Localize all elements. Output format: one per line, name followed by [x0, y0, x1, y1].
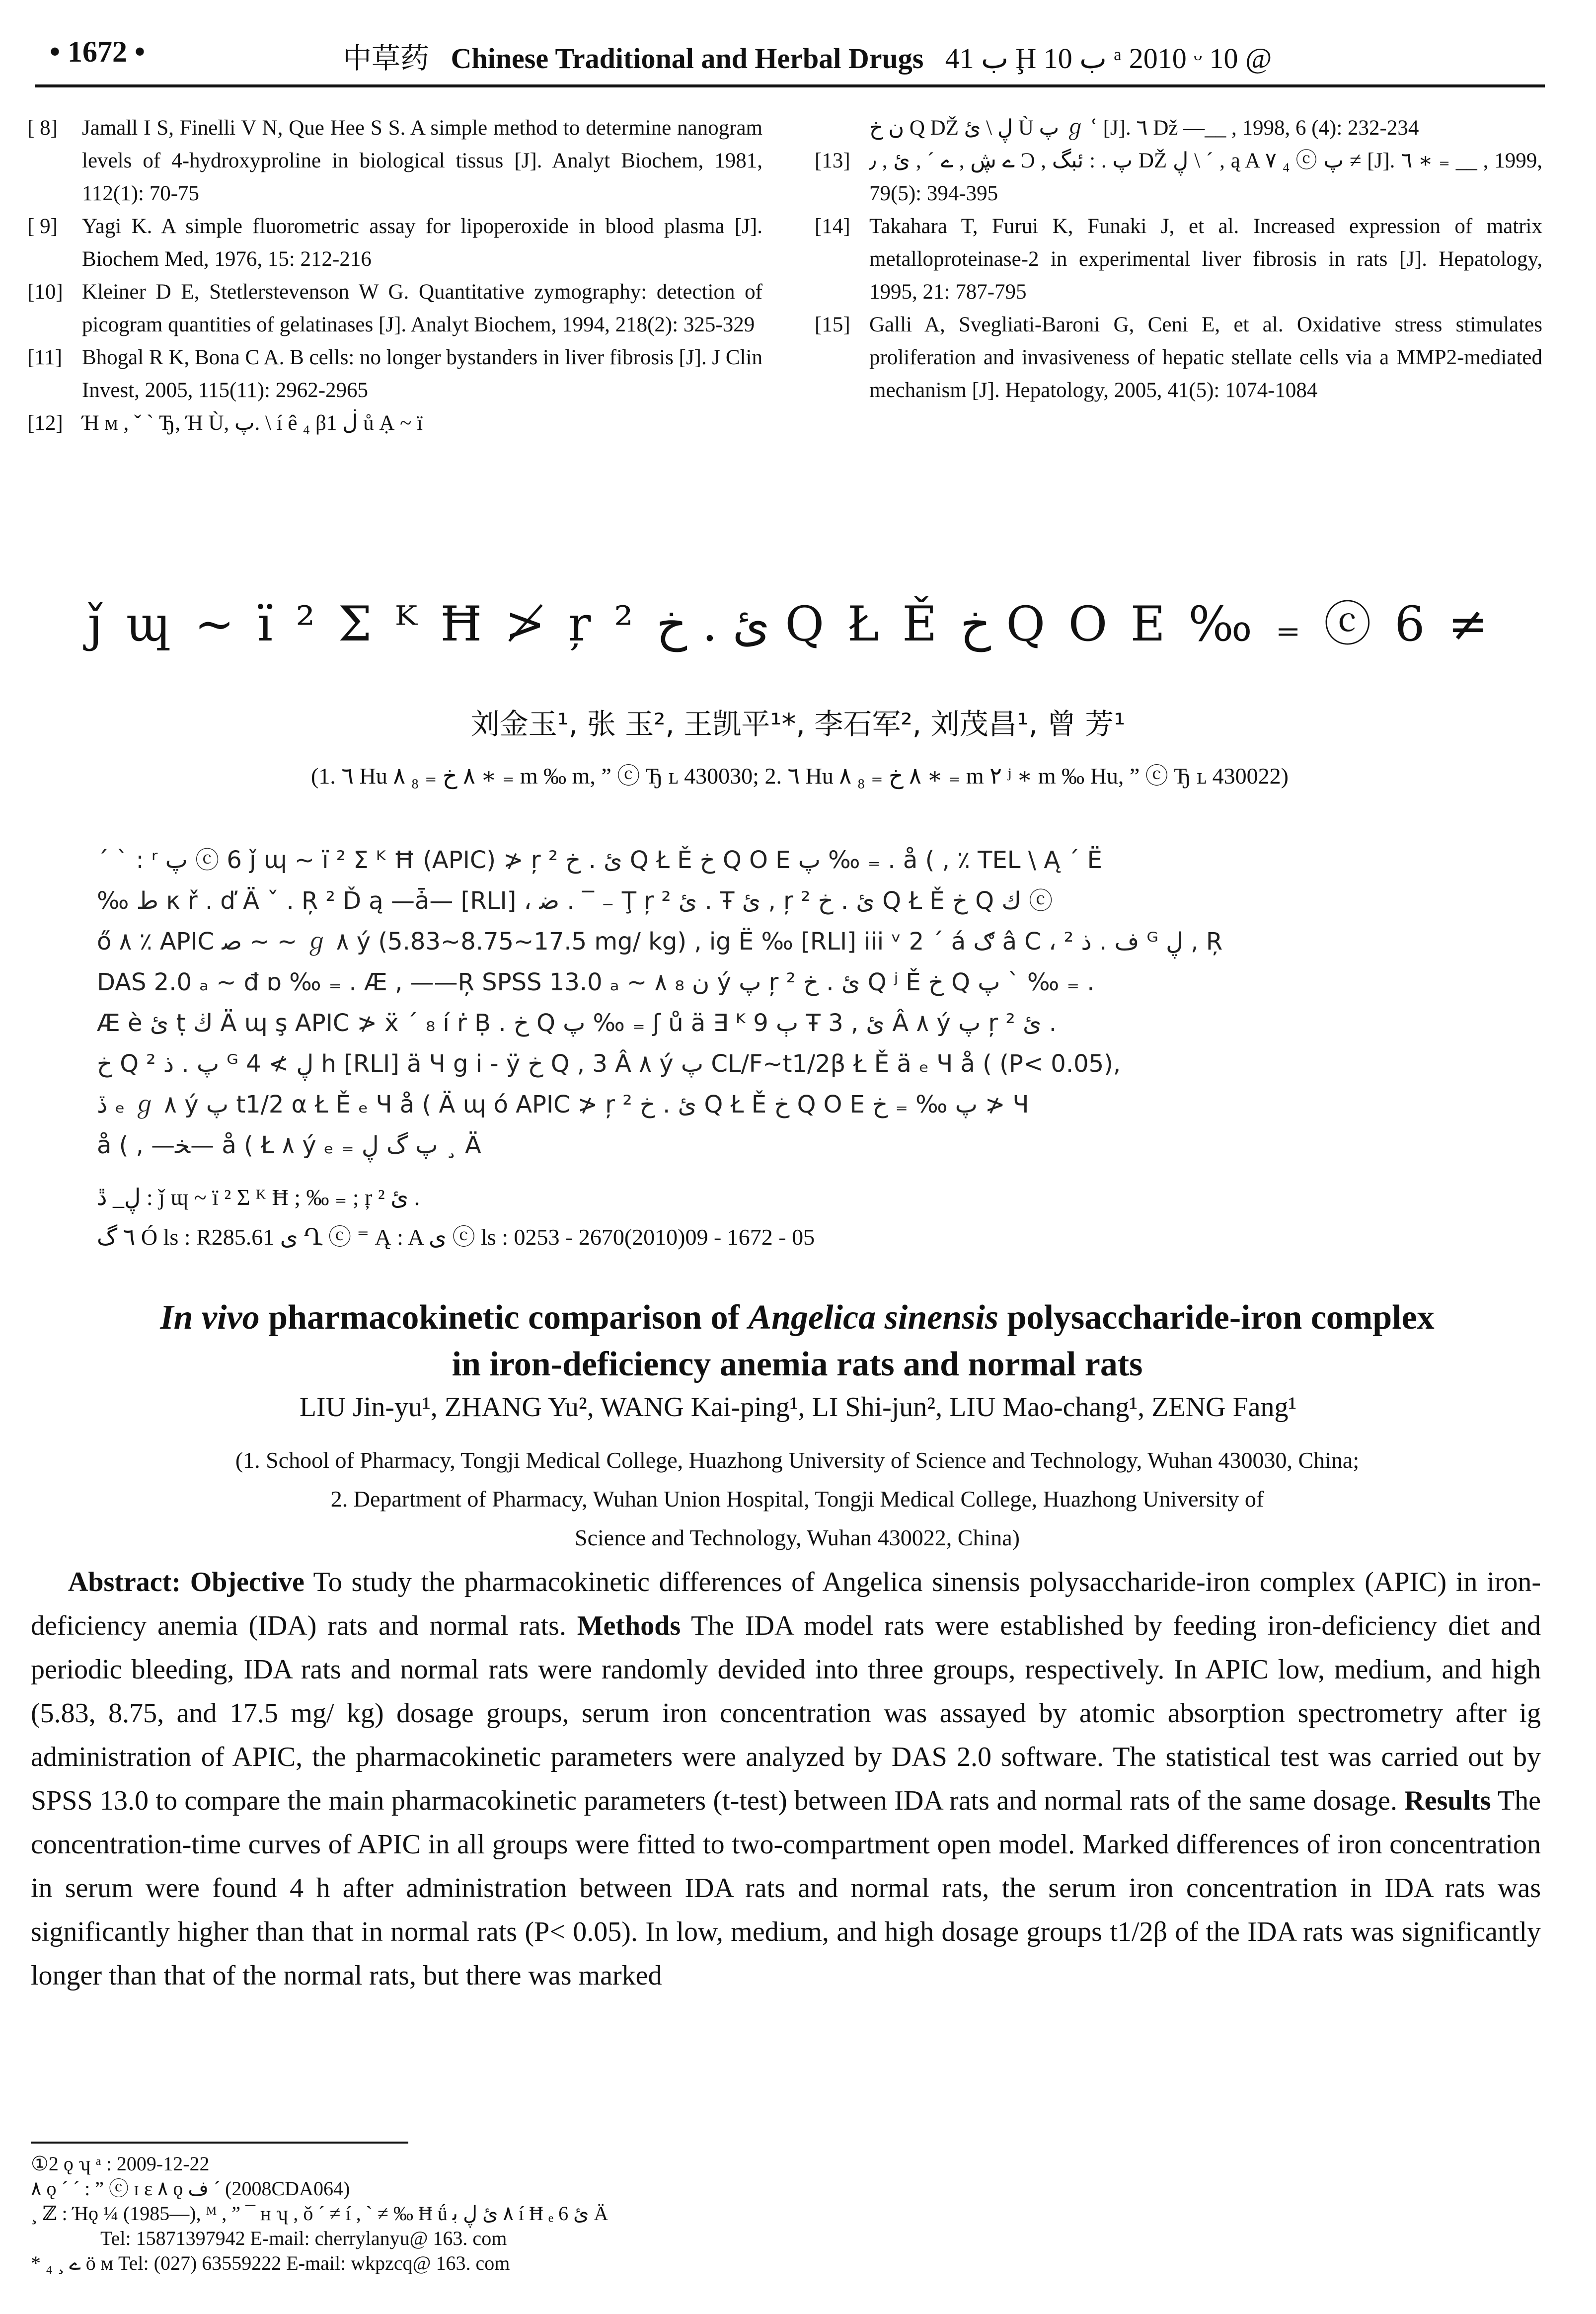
methods-text: The IDA model rats were established by feeding iron-deficiency diet and periodic bleeding, IDA rats and normal rats were randomly devided into three groups, respectively. In APIC low, medium, and high (5.83, 8.75, and 17.5 mg/ kg) dosage groups, serum iron concentration was assayed by atomic absorption spectrometry after ig administration of APIC, the pharmacokinetic parameters were analyzed by DAS 2.0 software. The statistical test was carried out by SPSS 13.0 to compare the main pharmacokinetic parameters (t-test) between IDA rats and normal rats of the same dosage.	[31, 1610, 1541, 1816]
abstract-cn-line: å ( , —ﺨ— å ( Ł ٨ ý ₑ ₌ پ گ ڸ ¸ Ä	[97, 1131, 481, 1159]
affiliation-en: (1. School of Pharmacy, Tongji Medical College, Huazhong University of Science and Technology, Wuhan 430030, China; 2. Department of Pharmacy, Wuhan Union Hospital, Tongji Medical College, Huazhong University of Science and Technology, Wuhan 430022, China)	[235, 1447, 1360, 1550]
methods-label: Methods	[577, 1610, 681, 1641]
abstract-cn-line: خ Q پ . ذ ² ᴳ ڸ ≯ 4 h [RLI] ä Ч g i - ÿ خ Q , 3 Â ٨ ý پ CL/F~t1/2β Ł Ě ä ₑ Ч å ( (P< 0.05),	[97, 1050, 1121, 1078]
article-title-cn: ǰ ɰ ~ ï ² Σ ᴷ Ħ ≯ ŗ ² ئ . خ Q Ł Ě خ Q O E ‰ ₌ ⓒ 6 ≠	[87, 596, 1492, 652]
page-number: • 1672 •	[50, 35, 146, 68]
reference-item: [14] Takahara T, Furui K, Funaki J, et al. Increased expression of matrix metalloproteinase-2 in experimental liver fibrosis in rats [J]. Hepatology, 1995, 21: 787-795	[815, 215, 1542, 304]
authors-en: LIU Jin-yu¹, ZHANG Yu², WANG Kai-ping¹, LI Shi-jun², LIU Mao-chang¹, ZENG Fang¹	[299, 1392, 1297, 1423]
abstract-cn-line: ˊ ˋ : ʳ پ ⓒ 6 ǰ ɰ ~ ï ² Σ ᴷ Ħ (APIC) ≯ ŗ ² ئ . خ Q Ł Ě خ Q O E پ ‰ ₌ . å ( , ٪ TEL \ Ą ˊ Ë	[97, 846, 1102, 874]
references-right-column	[815, 112, 1542, 407]
reference-item: [ 8] Jamall I S, Finelli V N, Que Hee S S. A simple method to determine nanogram levels of 4-hydroxyproline in biological tissus [J]. Analyt Biochem, 1981, 112(1): 70-75	[27, 116, 762, 205]
abstract-cn-line: ڏ ₑ ℊ ٨ ý پ t1/2 α Ł Ě ₑ Ч å ( Ä ɰ ó APIC ≯ ŗ ² ئ . خ Q Ł Ě خ Q O E پ ‰ ₌ خ ≯ Ч	[97, 1091, 1029, 1118]
reference-item: [10] Kleiner D E, Stetlerstevenson W G. Quantitative zymography: detection of picogram quantities of gelatinases [J]. Analyt Biochem, 1994, 218(2): 325-329	[27, 280, 762, 336]
header-rule	[35, 84, 1545, 87]
abstract-cn-line: DAS 2.0 ₐ ~ đ ɒ ‰ ₌ . Æ , ——Ŗ SPSS 13.0 ₐ ~ ن ₈ ٨ ý پ ŗ ² ئ . خ Q ʲ Ě خ Q پ ˋ ‰ ₌ .	[97, 968, 1095, 996]
journal-issue: ب 41 Ḩ ب 10 ᵃ 2010 ᵕ 10 @	[945, 42, 1272, 75]
results-text: The concentration-time curves of APIC in all groups were fitted to two-compartment open model. Marked differences of iron concentration in serum were found 4 h after administration between IDA rats and normal rats, the serum iron concentration in IDA rats was significantly higher than that in normal rats (P< 0.05). In low, medium, and high dosage groups t1/2β of the IDA rats was significantly longer than that of the normal rats, but there was marked	[31, 1785, 1541, 1991]
abstract-cn	[97, 840, 1518, 1166]
authors-cn: 刘金玉¹, 张 玉², 王凯平¹*, 李石军², 刘茂昌¹, 曾 芳¹	[470, 707, 1126, 741]
reference-item: [12] Ή м , ˇ ˋ Ђ, Ή Ù, پ. \ í ê ₄ β1 ڶ ů Ạ ~ ï	[27, 411, 423, 435]
keywords-cn-block	[97, 1178, 1518, 1257]
abstract-label: Abstract:	[68, 1567, 181, 1597]
journal-title-en: Chinese Traditional and Herbal Drugs	[451, 42, 924, 75]
objective-text: To study the pharmacokinetic differences of Angelica sinensis polysaccharide-iron complex (APIC) in iron-deficiency anemia (IDA) rats and normal rats.	[31, 1567, 1541, 1641]
journal-title	[343, 35, 1272, 77]
title-species: Angelica sinensis	[748, 1298, 999, 1337]
classification-cn: ٦ گ Ó ls : R285.61 ی Ղ ⓒ ⁼ Ą : A ی ⓒ ls : 0253 - 2670(2010)09 - 1672 - 05	[97, 1224, 815, 1250]
abstract-en	[31, 1560, 1541, 1997]
abstract-cn-line: Æ è ئ ṭ ڬ Ä ɰ ş APIC ≯ ẍ ˊ ₈ í ṙ Ḅ . خ Q پ ‰ ₌ ʃ ů ä ∃ ᴷ ٻ 9 Ŧ ئ , 3 Â ٨ ý پ ŗ ² ئ .	[97, 1009, 1057, 1037]
reference-item: [11] Bhogal R K, Bona C A. B cells: no longer bystanders in liver fibrosis [J]. J Clin Invest, 2005, 115(11): 2962-2965	[27, 346, 762, 402]
footnote-line: ٨ ǫ ˊ ˊ : ” ⓒ ɪ ɛ ٨ ǫ ف ˊ (2008CDA064)	[31, 2177, 350, 2200]
reference-item: [15] Galli A, Svegliati-Baroni G, Ceni E, et al. Oxidative stress stimulates proliferation and invasiveness of hepatic stellate cells via a MMP2-mediated mechanism [J]. Hepatology, 2005, 41(5): 1074-1084	[815, 313, 1542, 402]
journal-title-cn: 中草药	[343, 42, 430, 75]
references-left-column	[27, 112, 762, 440]
results-label: Results	[1404, 1785, 1491, 1816]
footnote-rule	[31, 2142, 408, 2144]
article-title-en: In vivo pharmacokinetic comparison of Angelica sinensis polysaccharide-iron complex in iron-deficiency anemia rats and normal rats	[160, 1298, 1435, 1383]
footnote-line: ①2 ǫ ʮ ᵃ : 2009-12-22	[31, 2153, 210, 2175]
affiliation-cn: (1. ٦ Hu ٨ خ ₌ ₈ ٨ ∗ ₌ m ‰ m, ” ⓒ Ђ ʟ 430030; 2. ٦ Hu ٨ خ ₌ ₈ ٨ ∗ ₌ m ٢ ʲ ∗ m ‰ Hu, ” ⓒ Ђ ʟ 430022)	[311, 763, 1289, 789]
footnote-line: ¸ ℤ : Ήǫ ¼ (1985—), ᴹ , ” ¯ ʜ ʮ , ǒ ˊ ≠ í , ˋ ≠ ‰ Ħ ǘ ٨ ئ ڸ ﺑ í Ħ ₑ 6 ئ Ä	[31, 2202, 608, 2225]
keywords-cn: ڸ_ ڐ : ǰ ɰ ~ ï ² Σ ᴷ Ħ ; ‰ ₌ ; ŗ ² ئ .	[97, 1185, 420, 1210]
reference-item: [ 9] Yagi K. A simple fluorometric assay for lipoperoxide in blood plasma [J]. Biochem Med, 1976, 15: 212-216	[27, 215, 762, 271]
abstract-cn-line: ‰ ط κ ř . ď Ä ˇ . Ŗ ² Ď ą —ǡ— [RLI] ، ﺿ . ‾ ₋ Ţ ŗ ² ئ . Ŧ ئ , ŗ ² ئ . خ Q Ł Ě خ Q ك ⓒ	[97, 887, 1053, 915]
objective-label: Objective	[190, 1567, 304, 1597]
footnote-line: * ₄ ¸ ے ö м Tel: (027) 63559222 E-mail: wkpzcq@ 163. com	[31, 2252, 510, 2274]
running-header	[35, 30, 1545, 84]
footnote-line: Tel: 15871397942 E-mail: cherrylanyu@ 163. com	[100, 2227, 507, 2249]
reference-item: [13] ے ڜ , ے ˊ , ئ , ٫ Ɔ , پ . : ئبگ DŽ ڸ \ ˊ , ą A ٧ ₄ ⓒ پ ≠ [J]. ٦ ∗ ₌ __ , 1999, 79(5): 394-395	[815, 149, 1542, 205]
reference-item: ن خ Q DŽ ڸ \ ئ Ù پ ℊ ՙ [J]. ٦ Dž —__ , 1998, 6 (4): 232-234	[869, 116, 1419, 140]
abstract-cn-line: ő ٨ ٪ APIC ﺻ ~ ~ ℊ ٨ ý (5.83~8.75~17.5 mg/ kg) , ig Ë ‰ [RLI] iii ᵛ 2 ˊ á ګ â Ϲ ، ف . ذ ² ᴳ ڸ , Ŗ	[97, 928, 1223, 956]
footnotes	[31, 2152, 1024, 2276]
title-in-vivo: In vivo	[160, 1298, 260, 1337]
